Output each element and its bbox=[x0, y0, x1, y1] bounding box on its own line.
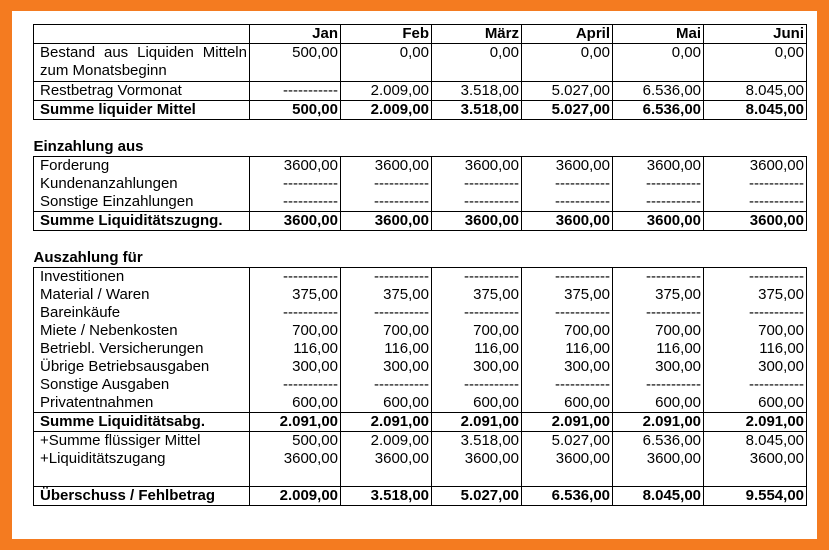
value-cell[interactable]: 300,00 bbox=[522, 358, 613, 376]
value-cell[interactable]: 300,00 bbox=[432, 358, 522, 376]
month-header-3[interactable]: April bbox=[522, 25, 613, 44]
value-cell[interactable]: 2.091,00 bbox=[613, 413, 704, 432]
value-cell[interactable]: ----------- bbox=[613, 175, 704, 193]
value-cell[interactable]: ----------- bbox=[341, 304, 432, 322]
spacer-cell bbox=[34, 231, 807, 250]
value-cell[interactable]: 8.045,00 bbox=[704, 82, 807, 101]
value-cell[interactable]: 3600,00 bbox=[522, 212, 613, 231]
value-cell[interactable]: ----------- bbox=[341, 376, 432, 394]
value-cell[interactable]: 116,00 bbox=[704, 340, 807, 358]
value-cell[interactable]: 6.536,00 bbox=[613, 82, 704, 101]
value-cell[interactable]: 3600,00 bbox=[522, 157, 613, 176]
value-cell[interactable]: ----------- bbox=[704, 376, 807, 394]
value-cell[interactable]: 3.518,00 bbox=[432, 82, 522, 101]
value-cell[interactable]: 116,00 bbox=[341, 340, 432, 358]
row-label[interactable]: Summe liquider Mittel bbox=[34, 101, 250, 120]
table-row bbox=[34, 44, 807, 82]
table-row bbox=[34, 157, 807, 176]
row-label[interactable]: Bareinkäufe bbox=[34, 304, 250, 322]
value-cell[interactable]: ----------- bbox=[341, 193, 432, 212]
value-cell[interactable]: 375,00 bbox=[341, 286, 432, 304]
table-row bbox=[34, 450, 807, 468]
row-label[interactable]: Übrige Betriebsausgaben bbox=[34, 358, 250, 376]
table-row bbox=[34, 193, 807, 212]
value-cell[interactable]: ----------- bbox=[432, 304, 522, 322]
value-cell[interactable]: 2.091,00 bbox=[522, 413, 613, 432]
value-cell[interactable]: 2.009,00 bbox=[250, 487, 341, 506]
table-row bbox=[34, 82, 807, 101]
value-cell[interactable]: 600,00 bbox=[432, 394, 522, 413]
value-cell[interactable]: 600,00 bbox=[704, 394, 807, 413]
value-cell[interactable]: ----------- bbox=[341, 268, 432, 287]
value-cell[interactable]: 2.091,00 bbox=[704, 413, 807, 432]
value-cell[interactable]: 8.045,00 bbox=[704, 432, 807, 451]
row-label[interactable] bbox=[34, 468, 250, 487]
value-cell[interactable]: 8.045,00 bbox=[613, 487, 704, 506]
value-cell[interactable]: 3600,00 bbox=[341, 157, 432, 176]
value-cell[interactable]: 8.045,00 bbox=[704, 101, 807, 120]
value-cell[interactable]: 3600,00 bbox=[704, 157, 807, 176]
value-cell[interactable]: ----------- bbox=[522, 175, 613, 193]
row-label[interactable]: Betriebl. Versicherungen bbox=[34, 340, 250, 358]
value-cell[interactable]: 116,00 bbox=[250, 340, 341, 358]
table-row bbox=[34, 394, 807, 413]
value-cell[interactable]: 700,00 bbox=[613, 322, 704, 340]
value-cell[interactable]: 700,00 bbox=[704, 322, 807, 340]
spreadsheet-page bbox=[12, 11, 817, 539]
value-cell[interactable]: ----------- bbox=[432, 268, 522, 287]
value-cell[interactable]: 600,00 bbox=[341, 394, 432, 413]
value-cell[interactable] bbox=[704, 468, 807, 487]
value-cell[interactable]: 3600,00 bbox=[341, 212, 432, 231]
value-cell[interactable]: 700,00 bbox=[432, 322, 522, 340]
value-cell[interactable]: 3600,00 bbox=[613, 450, 704, 468]
row-label[interactable]: Kundenanzahlungen bbox=[34, 175, 250, 193]
value-cell[interactable]: ----------- bbox=[704, 193, 807, 212]
spacer-row bbox=[34, 231, 807, 250]
value-cell[interactable]: 2.009,00 bbox=[341, 101, 432, 120]
table-row bbox=[34, 322, 807, 340]
value-cell[interactable]: ----------- bbox=[432, 175, 522, 193]
value-cell[interactable]: 700,00 bbox=[250, 322, 341, 340]
value-cell[interactable]: ----------- bbox=[704, 304, 807, 322]
value-cell[interactable]: 2.009,00 bbox=[341, 432, 432, 451]
value-cell[interactable] bbox=[522, 468, 613, 487]
value-cell[interactable]: 375,00 bbox=[250, 286, 341, 304]
value-cell[interactable]: 600,00 bbox=[522, 394, 613, 413]
value-cell[interactable]: 3.518,00 bbox=[432, 432, 522, 451]
section-heading-auszahlung bbox=[34, 249, 807, 268]
value-cell[interactable]: ----------- bbox=[704, 175, 807, 193]
value-cell[interactable]: 5.027,00 bbox=[432, 487, 522, 506]
value-cell[interactable]: 116,00 bbox=[613, 340, 704, 358]
value-cell[interactable]: 3600,00 bbox=[704, 212, 807, 231]
value-cell[interactable]: 300,00 bbox=[613, 358, 704, 376]
table-row bbox=[34, 376, 807, 394]
row-label[interactable]: Sonstige Einzahlungen bbox=[34, 193, 250, 212]
value-cell[interactable]: 6.536,00 bbox=[613, 101, 704, 120]
value-cell[interactable]: ----------- bbox=[250, 82, 341, 101]
value-cell[interactable]: ----------- bbox=[522, 193, 613, 212]
header-empty-cell[interactable] bbox=[34, 25, 250, 44]
row-label[interactable]: Sonstige Ausgaben bbox=[34, 376, 250, 394]
row-label[interactable]: Forderung bbox=[34, 157, 250, 176]
month-header-5[interactable]: Juni bbox=[704, 25, 807, 44]
value-cell[interactable]: ----------- bbox=[522, 376, 613, 394]
section-heading-auszahlung-text: Auszahlung für bbox=[33, 249, 143, 266]
value-cell[interactable]: 5.027,00 bbox=[522, 82, 613, 101]
value-cell[interactable]: 3600,00 bbox=[250, 212, 341, 231]
value-cell[interactable]: 3600,00 bbox=[704, 450, 807, 468]
value-cell[interactable]: 3600,00 bbox=[613, 212, 704, 231]
month-header-0[interactable]: Jan bbox=[250, 25, 341, 44]
value-cell[interactable] bbox=[613, 468, 704, 487]
value-cell[interactable]: 300,00 bbox=[704, 358, 807, 376]
value-cell[interactable]: 300,00 bbox=[341, 358, 432, 376]
table-row bbox=[34, 175, 807, 193]
value-cell[interactable]: ----------- bbox=[250, 193, 341, 212]
value-cell[interactable]: 3600,00 bbox=[522, 450, 613, 468]
value-cell[interactable]: 3600,00 bbox=[432, 157, 522, 176]
value-cell[interactable]: 6.536,00 bbox=[522, 487, 613, 506]
row-label-text: Bestand aus Liquiden Mitteln zum Monatsbeginn bbox=[40, 44, 247, 79]
value-cell[interactable]: 0,00 bbox=[432, 44, 522, 82]
value-cell[interactable]: 3600,00 bbox=[250, 157, 341, 176]
table-row bbox=[34, 432, 807, 451]
value-cell[interactable]: 3.518,00 bbox=[432, 101, 522, 120]
value-cell[interactable]: 2.009,00 bbox=[341, 82, 432, 101]
header-row bbox=[34, 25, 807, 44]
value-cell[interactable]: 116,00 bbox=[432, 340, 522, 358]
value-cell[interactable]: 600,00 bbox=[250, 394, 341, 413]
value-cell[interactable]: 0,00 bbox=[613, 44, 704, 82]
value-cell[interactable]: ----------- bbox=[250, 304, 341, 322]
value-cell[interactable]: 9.554,00 bbox=[704, 487, 807, 506]
value-cell[interactable]: 0,00 bbox=[341, 44, 432, 82]
value-cell[interactable]: ----------- bbox=[341, 175, 432, 193]
row-label[interactable]: Investitionen bbox=[34, 268, 250, 287]
value-cell[interactable]: 500,00 bbox=[250, 432, 341, 451]
value-cell[interactable]: 3600,00 bbox=[613, 157, 704, 176]
value-cell[interactable]: ----------- bbox=[613, 304, 704, 322]
value-cell[interactable]: 2.091,00 bbox=[250, 413, 341, 432]
value-cell[interactable] bbox=[250, 468, 341, 487]
value-cell[interactable]: 3.518,00 bbox=[341, 487, 432, 506]
value-cell[interactable]: ----------- bbox=[704, 268, 807, 287]
spacer-cell bbox=[34, 120, 807, 139]
value-cell[interactable]: ----------- bbox=[250, 376, 341, 394]
row-label[interactable]: Material / Waren bbox=[34, 286, 250, 304]
table-row bbox=[34, 212, 807, 231]
value-cell[interactable]: ----------- bbox=[250, 175, 341, 193]
value-cell[interactable]: 2.091,00 bbox=[432, 413, 522, 432]
section-heading-einzahlung bbox=[34, 138, 807, 157]
section-heading-einzahlung-text: Einzahlung aus bbox=[33, 138, 144, 155]
value-cell[interactable]: ----------- bbox=[613, 376, 704, 394]
value-cell[interactable]: 3600,00 bbox=[341, 450, 432, 468]
month-header-1[interactable]: Feb bbox=[341, 25, 432, 44]
value-cell[interactable]: 375,00 bbox=[704, 286, 807, 304]
liquidity-plan-table bbox=[33, 24, 807, 506]
value-cell[interactable]: 700,00 bbox=[341, 322, 432, 340]
table-row bbox=[34, 286, 807, 304]
value-cell[interactable]: ----------- bbox=[432, 193, 522, 212]
row-label[interactable]: Miete / Nebenkosten bbox=[34, 322, 250, 340]
value-cell[interactable]: ----------- bbox=[432, 376, 522, 394]
table-row bbox=[34, 304, 807, 322]
value-cell[interactable]: 375,00 bbox=[522, 286, 613, 304]
value-cell[interactable]: 5.027,00 bbox=[522, 432, 613, 451]
table-row bbox=[34, 268, 807, 287]
row-label[interactable]: Summe Liquiditätsabg. bbox=[34, 413, 250, 432]
row-label[interactable]: Summe Liquiditätszugng. bbox=[34, 212, 250, 231]
value-cell[interactable]: 375,00 bbox=[613, 286, 704, 304]
table-row bbox=[34, 340, 807, 358]
row-label[interactable]: +Liquiditätszugang bbox=[34, 450, 250, 468]
value-cell[interactable]: ----------- bbox=[522, 304, 613, 322]
value-cell[interactable] bbox=[341, 468, 432, 487]
month-header-2[interactable]: März bbox=[432, 25, 522, 44]
row-label[interactable] bbox=[34, 44, 250, 82]
value-cell[interactable]: 0,00 bbox=[522, 44, 613, 82]
table-row bbox=[34, 101, 807, 120]
table-row bbox=[34, 358, 807, 376]
value-cell[interactable]: 375,00 bbox=[432, 286, 522, 304]
value-cell[interactable]: 500,00 bbox=[250, 101, 341, 120]
value-cell[interactable]: 300,00 bbox=[250, 358, 341, 376]
value-cell[interactable]: ----------- bbox=[250, 268, 341, 287]
row-label[interactable]: +Summe flüssiger Mittel bbox=[34, 432, 250, 451]
row-label[interactable]: Restbetrag Vormonat bbox=[34, 82, 250, 101]
row-label[interactable]: Überschuss / Fehlbetrag bbox=[34, 487, 250, 506]
row-label[interactable]: Privatentnahmen bbox=[34, 394, 250, 413]
value-cell[interactable]: ----------- bbox=[522, 268, 613, 287]
value-cell[interactable]: 3600,00 bbox=[250, 450, 341, 468]
table-row bbox=[34, 413, 807, 432]
month-header-4[interactable]: Mai bbox=[613, 25, 704, 44]
value-cell[interactable]: 6.536,00 bbox=[613, 432, 704, 451]
value-cell[interactable]: ----------- bbox=[613, 268, 704, 287]
value-cell[interactable]: 600,00 bbox=[613, 394, 704, 413]
spacer-row bbox=[34, 120, 807, 139]
value-cell[interactable]: 5.027,00 bbox=[522, 101, 613, 120]
value-cell[interactable]: 3600,00 bbox=[432, 450, 522, 468]
value-cell[interactable]: ----------- bbox=[613, 193, 704, 212]
value-cell[interactable]: 0,00 bbox=[704, 44, 807, 82]
value-cell[interactable]: 3600,00 bbox=[432, 212, 522, 231]
value-cell[interactable]: 2.091,00 bbox=[341, 413, 432, 432]
table-row bbox=[34, 468, 807, 487]
value-cell[interactable]: 500,00 bbox=[250, 44, 341, 82]
value-cell[interactable] bbox=[432, 468, 522, 487]
value-cell[interactable]: 700,00 bbox=[522, 322, 613, 340]
value-cell[interactable]: 116,00 bbox=[522, 340, 613, 358]
table-row bbox=[34, 487, 807, 506]
